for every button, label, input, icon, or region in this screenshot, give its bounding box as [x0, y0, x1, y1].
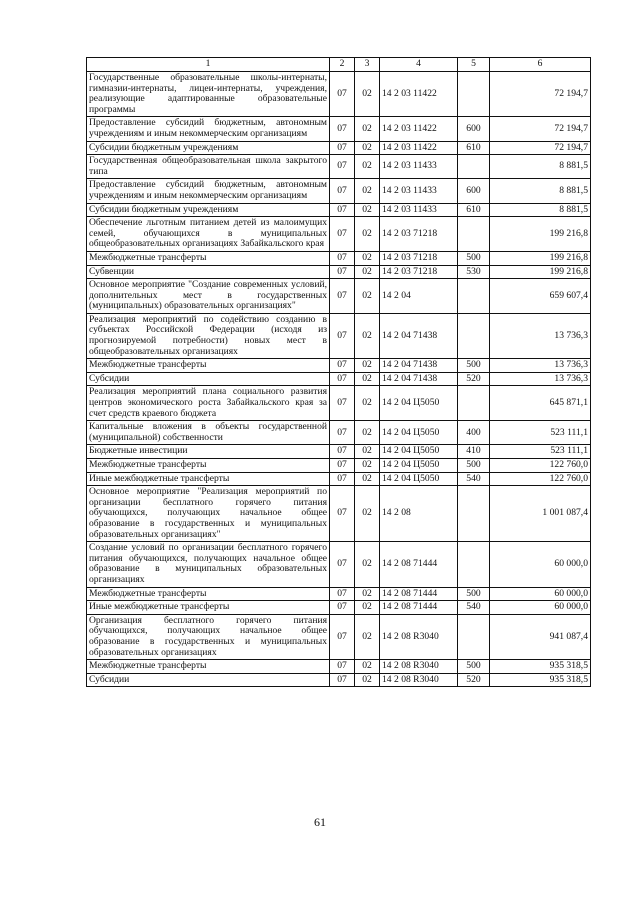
- section-code: 07: [330, 279, 355, 314]
- expense-type-code: 540: [458, 472, 490, 486]
- amount: 13 736,3: [490, 359, 591, 373]
- target-article-code: 14 2 04 Ц5050: [380, 421, 458, 445]
- section-code: 07: [330, 445, 355, 459]
- expense-type-code: 600: [458, 117, 490, 141]
- target-article-code: 14 2 04 Ц5050: [380, 445, 458, 459]
- subsection-code: 02: [355, 459, 380, 473]
- item-name: Государственные образовательные школы-интернаты, гимназии-интернаты, лицеи-интернаты, учреждения, реализующие адаптированные образовательные программы: [87, 72, 330, 117]
- subsection-code: 02: [355, 372, 380, 386]
- target-article-code: 14 2 03 71218: [380, 217, 458, 252]
- amount: 645 871,1: [490, 386, 591, 421]
- subsection-code: 02: [355, 179, 380, 203]
- table-row: [87, 486, 591, 542]
- subsection-code: 02: [355, 359, 380, 373]
- amount: 8 881,5: [490, 179, 591, 203]
- section-code: 07: [330, 141, 355, 155]
- section-code: 07: [330, 265, 355, 279]
- column-header-3: 3: [355, 58, 380, 72]
- expense-type-code: 500: [458, 587, 490, 601]
- target-article-code: 14 2 04 71438: [380, 359, 458, 373]
- section-code: 07: [330, 251, 355, 265]
- subsection-code: 02: [355, 660, 380, 674]
- expense-type-code: [458, 486, 490, 542]
- item-name: Иные межбюджетные трансферты: [87, 601, 330, 615]
- expense-type-code: 610: [458, 141, 490, 155]
- item-name: Организация бесплатного горячего питания обучающихся, получающих начальное общее образование в государственных и муниципальных образовательных организациях: [87, 614, 330, 659]
- table-row: [87, 251, 591, 265]
- amount: 8 881,5: [490, 155, 591, 179]
- section-code: 07: [330, 459, 355, 473]
- target-article-code: 14 2 04 71438: [380, 313, 458, 358]
- subsection-code: 02: [355, 203, 380, 217]
- target-article-code: 14 2 03 11422: [380, 141, 458, 155]
- expense-type-code: 530: [458, 265, 490, 279]
- table-row: [87, 445, 591, 459]
- section-code: 07: [330, 421, 355, 445]
- amount: 60 000,0: [490, 542, 591, 587]
- target-article-code: 14 2 08 71444: [380, 587, 458, 601]
- expense-type-code: [458, 542, 490, 587]
- expense-type-code: 610: [458, 203, 490, 217]
- column-number-row: [87, 58, 591, 72]
- expense-type-code: [458, 72, 490, 117]
- section-code: 07: [330, 313, 355, 358]
- target-article-code: 14 2 03 11422: [380, 117, 458, 141]
- amount: 72 194,7: [490, 72, 591, 117]
- table-row: [87, 72, 591, 117]
- subsection-code: 02: [355, 601, 380, 615]
- target-article-code: 14 2 08 R3040: [380, 614, 458, 659]
- amount: 659 607,4: [490, 279, 591, 314]
- section-code: 07: [330, 155, 355, 179]
- target-article-code: 14 2 03 71218: [380, 251, 458, 265]
- table-row: [87, 614, 591, 659]
- section-code: 07: [330, 601, 355, 615]
- item-name: Предоставление субсидий бюджетным, автономным учреждениям и иным некоммерческим организациям: [87, 179, 330, 203]
- amount: 523 111,1: [490, 421, 591, 445]
- section-code: 07: [330, 486, 355, 542]
- amount: 935 318,5: [490, 673, 591, 687]
- table-row: [87, 660, 591, 674]
- table-row: [87, 472, 591, 486]
- table-row: [87, 421, 591, 445]
- item-name: Основное мероприятие "Реализация мероприятий по организации бесплатного горячего питания обучающихся, получающих начальное общее образование в государственных и муниципальных образовательных организациях": [87, 486, 330, 542]
- amount: 935 318,5: [490, 660, 591, 674]
- target-article-code: 14 2 08 71444: [380, 542, 458, 587]
- section-code: 07: [330, 386, 355, 421]
- subsection-code: 02: [355, 445, 380, 459]
- expense-type-code: 540: [458, 601, 490, 615]
- table-row: [87, 386, 591, 421]
- item-name: Обеспечение льготным питанием детей из малоимущих семей, обучающихся в муниципальных общеобразовательных организациях Забайкальского края: [87, 217, 330, 252]
- column-header-5: 5: [458, 58, 490, 72]
- item-name: Государственная общеобразовательная школа закрытого типа: [87, 155, 330, 179]
- table-row: [87, 265, 591, 279]
- item-name: Субсидии бюджетным учреждениям: [87, 203, 330, 217]
- budget-table: [86, 57, 591, 687]
- subsection-code: 02: [355, 472, 380, 486]
- table-row: [87, 179, 591, 203]
- expense-type-code: [458, 217, 490, 252]
- table-row: [87, 217, 591, 252]
- amount: 13 736,3: [490, 313, 591, 358]
- expense-type-code: 500: [458, 359, 490, 373]
- amount: 72 194,7: [490, 117, 591, 141]
- item-name: Основное мероприятие "Создание современных условий, дополнительных мест в государственных (муниципальных) образовательных организациях": [87, 279, 330, 314]
- item-name: Бюджетные инвестиции: [87, 445, 330, 459]
- table-row: [87, 141, 591, 155]
- subsection-code: 02: [355, 217, 380, 252]
- table-row: [87, 203, 591, 217]
- section-code: 07: [330, 660, 355, 674]
- section-code: 07: [330, 614, 355, 659]
- target-article-code: 14 2 04 71438: [380, 372, 458, 386]
- subsection-code: 02: [355, 614, 380, 659]
- item-name: Создание условий по организации бесплатного горячего питания обучающихся, получающих начальное общее образование в муниципальных образовательных организациях: [87, 542, 330, 587]
- table-row: [87, 542, 591, 587]
- target-article-code: 14 2 08: [380, 486, 458, 542]
- subsection-code: 02: [355, 386, 380, 421]
- amount: 941 087,4: [490, 614, 591, 659]
- target-article-code: 14 2 04: [380, 279, 458, 314]
- item-name: Межбюджетные трансферты: [87, 459, 330, 473]
- section-code: 07: [330, 203, 355, 217]
- table-row: [87, 372, 591, 386]
- table-row: [87, 279, 591, 314]
- item-name: Субсидии: [87, 372, 330, 386]
- expense-type-code: 500: [458, 459, 490, 473]
- target-article-code: 14 2 04 Ц5050: [380, 386, 458, 421]
- subsection-code: 02: [355, 251, 380, 265]
- item-name: Реализация мероприятий по содействию созданию в субъектах Российской Федерации (исходя из прогнозируемой потребности) новых мест в общеобразовательных организациях: [87, 313, 330, 358]
- expense-type-code: [458, 279, 490, 314]
- section-code: 07: [330, 542, 355, 587]
- subsection-code: 02: [355, 542, 380, 587]
- expense-type-code: [458, 155, 490, 179]
- amount: 199 216,8: [490, 251, 591, 265]
- expense-type-code: [458, 313, 490, 358]
- item-name: Субсидии: [87, 673, 330, 687]
- amount: 122 760,0: [490, 472, 591, 486]
- subsection-code: 02: [355, 279, 380, 314]
- subsection-code: 02: [355, 155, 380, 179]
- item-name: Субвенции: [87, 265, 330, 279]
- subsection-code: 02: [355, 265, 380, 279]
- page-number: 61: [314, 815, 326, 829]
- item-name: Субсидии бюджетным учреждениям: [87, 141, 330, 155]
- item-name: Предоставление субсидий бюджетным, автономным учреждениям и иным некоммерческим организациям: [87, 117, 330, 141]
- target-article-code: 14 2 03 71218: [380, 265, 458, 279]
- subsection-code: 02: [355, 587, 380, 601]
- subsection-code: 02: [355, 141, 380, 155]
- column-header-1: 1: [87, 58, 330, 72]
- target-article-code: 14 2 03 11433: [380, 155, 458, 179]
- expense-type-code: 400: [458, 421, 490, 445]
- subsection-code: 02: [355, 117, 380, 141]
- section-code: 07: [330, 372, 355, 386]
- subsection-code: 02: [355, 72, 380, 117]
- item-name: Межбюджетные трансферты: [87, 660, 330, 674]
- section-code: 07: [330, 217, 355, 252]
- section-code: 07: [330, 117, 355, 141]
- expense-type-code: 520: [458, 673, 490, 687]
- item-name: Капитальные вложения в объекты государственной (муниципальной) собственности: [87, 421, 330, 445]
- target-article-code: 14 2 04 Ц5050: [380, 459, 458, 473]
- section-code: 07: [330, 359, 355, 373]
- column-header-2: 2: [330, 58, 355, 72]
- amount: 1 001 087,4: [490, 486, 591, 542]
- target-article-code: 14 2 08 R3040: [380, 673, 458, 687]
- expense-type-code: [458, 614, 490, 659]
- table-row: [87, 155, 591, 179]
- expense-type-code: 600: [458, 179, 490, 203]
- section-code: 07: [330, 472, 355, 486]
- column-header-6: 6: [490, 58, 591, 72]
- target-article-code: 14 2 04 Ц5050: [380, 472, 458, 486]
- expense-type-code: 520: [458, 372, 490, 386]
- amount: 199 216,8: [490, 265, 591, 279]
- table-row: [87, 601, 591, 615]
- amount: 523 111,1: [490, 445, 591, 459]
- item-name: Межбюджетные трансферты: [87, 587, 330, 601]
- subsection-code: 02: [355, 313, 380, 358]
- amount: 199 216,8: [490, 217, 591, 252]
- target-article-code: 14 2 08 71444: [380, 601, 458, 615]
- item-name: Реализация мероприятий плана социального развития центров экономического роста Забайкальского края за счет средств краевого бюджета: [87, 386, 330, 421]
- table-row: [87, 117, 591, 141]
- section-code: 07: [330, 179, 355, 203]
- target-article-code: 14 2 03 11422: [380, 72, 458, 117]
- table-row: [87, 459, 591, 473]
- expense-type-code: 500: [458, 251, 490, 265]
- amount: 13 736,3: [490, 372, 591, 386]
- section-code: 07: [330, 72, 355, 117]
- expense-type-code: [458, 386, 490, 421]
- column-header-4: 4: [380, 58, 458, 72]
- expense-type-code: 410: [458, 445, 490, 459]
- amount: 60 000,0: [490, 587, 591, 601]
- amount: 72 194,7: [490, 141, 591, 155]
- table-row: [87, 359, 591, 373]
- section-code: 07: [330, 587, 355, 601]
- target-article-code: 14 2 03 11433: [380, 179, 458, 203]
- subsection-code: 02: [355, 486, 380, 542]
- table-row: [87, 673, 591, 687]
- table-row: [87, 313, 591, 358]
- subsection-code: 02: [355, 421, 380, 445]
- item-name: Межбюджетные трансферты: [87, 359, 330, 373]
- target-article-code: 14 2 03 11433: [380, 203, 458, 217]
- expense-type-code: 500: [458, 660, 490, 674]
- item-name: Иные межбюджетные трансферты: [87, 472, 330, 486]
- subsection-code: 02: [355, 673, 380, 687]
- amount: 60 000,0: [490, 601, 591, 615]
- amount: 8 881,5: [490, 203, 591, 217]
- table-row: [87, 587, 591, 601]
- item-name: Межбюджетные трансферты: [87, 251, 330, 265]
- budget-sheet: [86, 57, 590, 687]
- target-article-code: 14 2 08 R3040: [380, 660, 458, 674]
- section-code: 07: [330, 673, 355, 687]
- amount: 122 760,0: [490, 459, 591, 473]
